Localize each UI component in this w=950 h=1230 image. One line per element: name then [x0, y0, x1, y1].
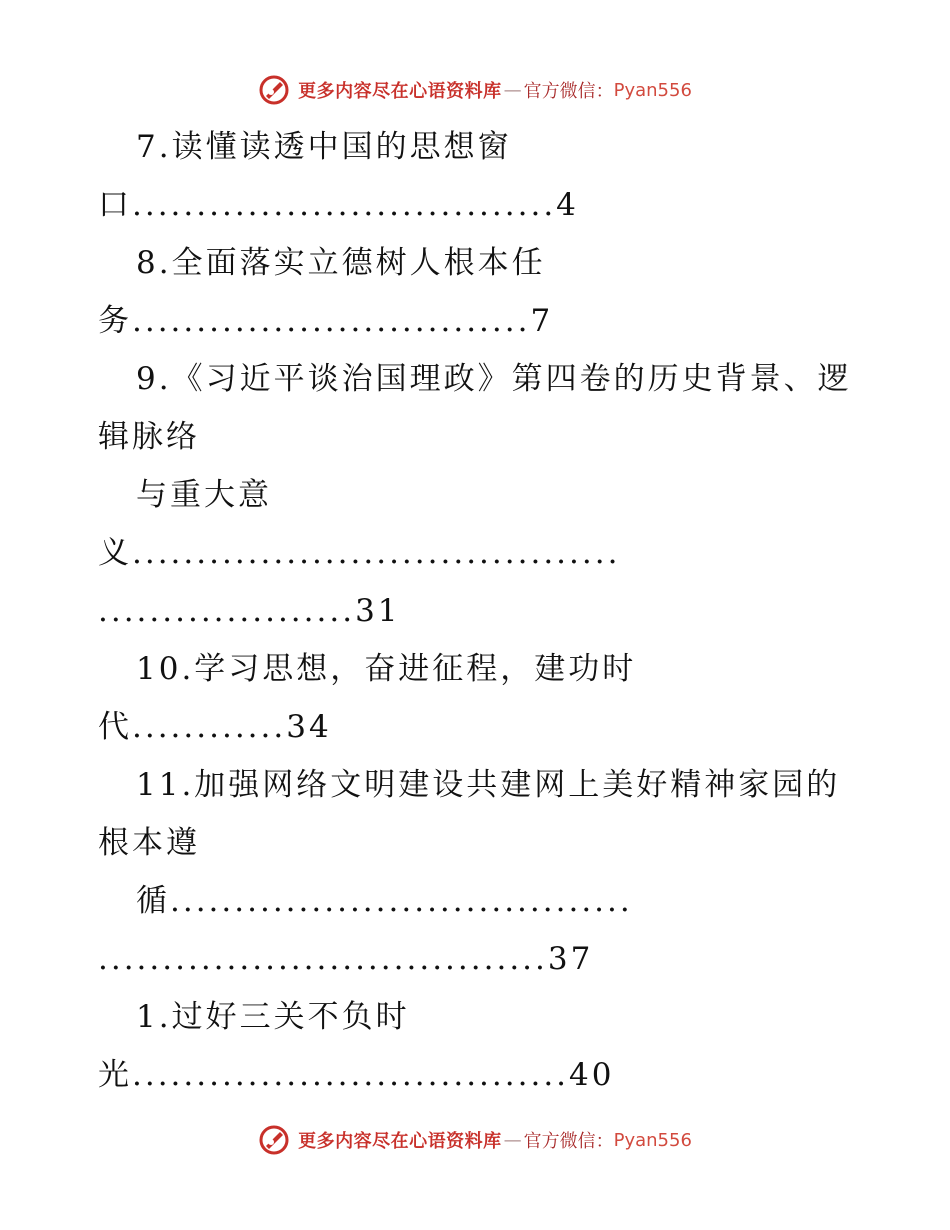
watermark-main-text: 更多内容尽在心语资料库: [298, 81, 502, 102]
watermark-dash: —: [503, 1129, 522, 1151]
toc-line[interactable]: 务...............................7: [98, 303, 554, 339]
watermark-wechat-id: Pyan556: [613, 79, 692, 101]
logo-icon: [258, 1124, 290, 1156]
toc-line[interactable]: 辑脉络: [98, 419, 200, 455]
watermark-main-text: 更多内容尽在心语资料库: [298, 1131, 502, 1152]
toc-line[interactable]: ...................................37: [98, 941, 594, 977]
toc-line[interactable]: 1.过好三关不负时: [136, 999, 410, 1035]
watermark-wechat-id: Pyan556: [613, 1129, 692, 1151]
watermark-wechat-label: 官方微信：: [523, 81, 614, 102]
toc-line[interactable]: 10.学习思想，奋进征程，建功时: [136, 651, 637, 687]
toc-line[interactable]: 11.加强网络文明建设共建网上美好精神家园的: [136, 767, 841, 803]
toc-line[interactable]: 9.《习近平谈治国理政》第四卷的历史背景、逻: [136, 361, 852, 397]
header-watermark: [0, 70, 950, 110]
toc-line[interactable]: 光..................................40: [98, 1057, 615, 1093]
footer-watermark: [0, 1120, 950, 1160]
toc-line[interactable]: 根本遵: [98, 825, 200, 861]
toc-line[interactable]: ....................31: [98, 593, 401, 629]
logo-icon: [258, 74, 290, 106]
toc-line[interactable]: 与重大意: [136, 477, 272, 513]
toc-line[interactable]: 7.读懂读透中国的思想窗: [136, 129, 512, 165]
toc-line[interactable]: 义......................................: [98, 535, 621, 571]
toc-line[interactable]: 口.................................4: [98, 187, 579, 223]
watermark-wechat-label: 官方微信：: [523, 1131, 614, 1152]
table-of-contents: [98, 118, 853, 1104]
toc-line[interactable]: 8.全面落实立德树人根本任: [136, 245, 546, 281]
toc-line[interactable]: 代............34: [98, 709, 332, 745]
toc-line[interactable]: 循....................................: [136, 883, 633, 919]
watermark-dash: —: [503, 79, 522, 101]
